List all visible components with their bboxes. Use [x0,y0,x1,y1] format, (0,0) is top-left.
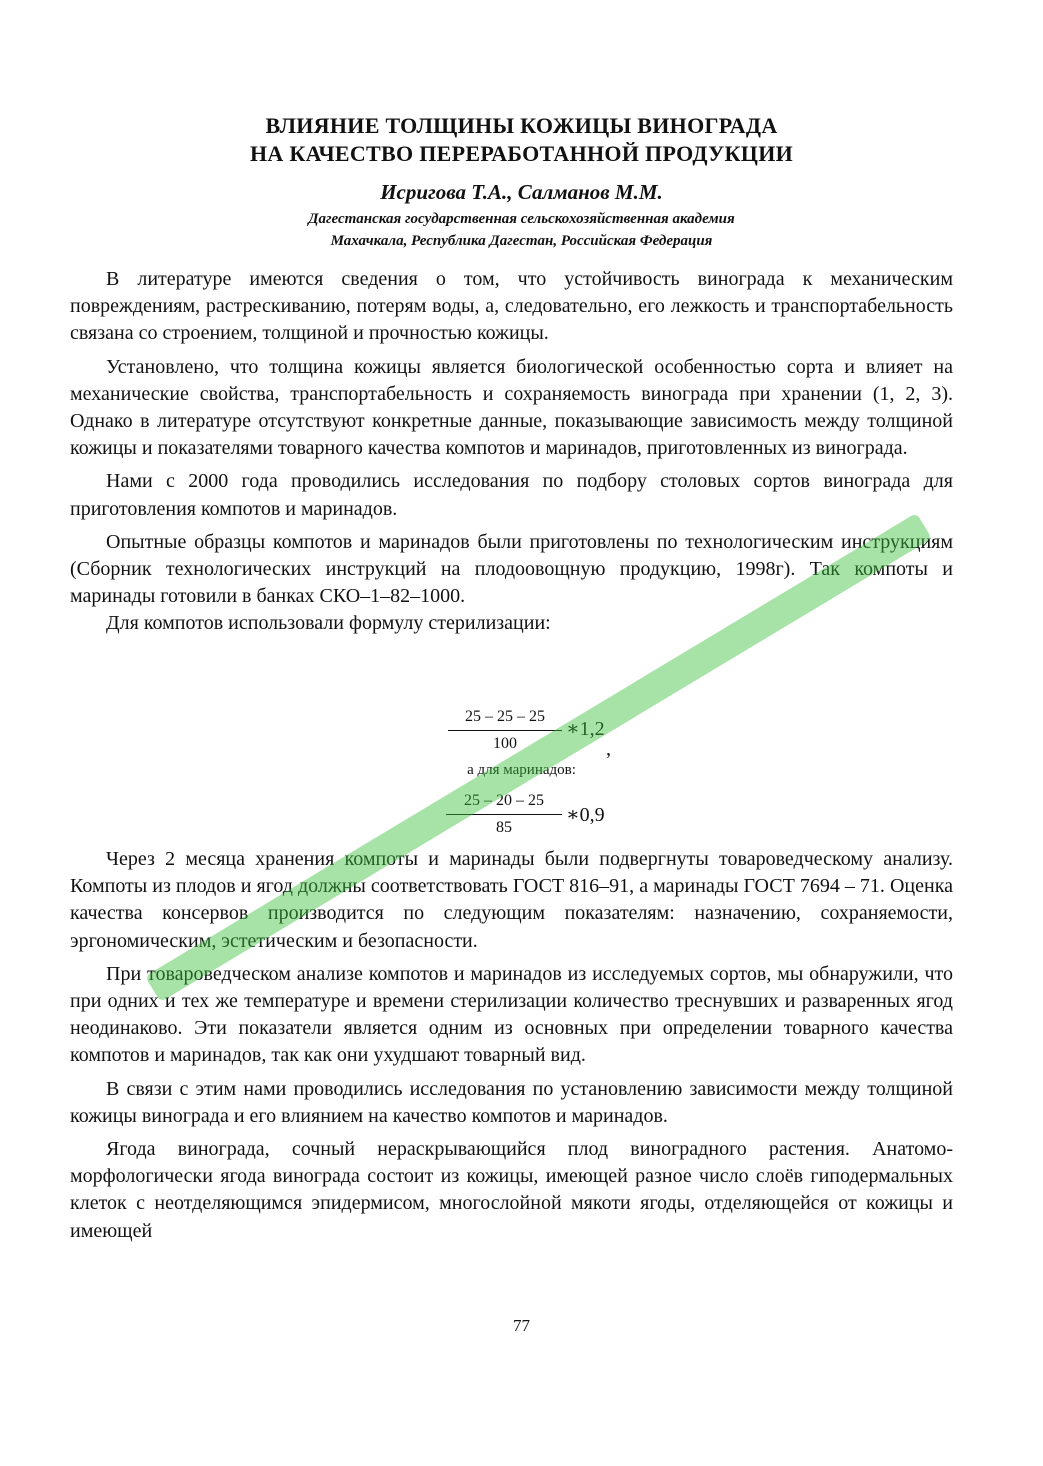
paragraph: Опытные образцы компотов и маринадов были приготовлены по технологическим инструкциям (Сборник технологических инструкций на плодоовощную продукцию, 1998г). Так компоты и маринады готовили в банках СКО–1–82–1000. [70,530,953,608]
formula-note: а для маринадов: [467,762,576,778]
paragraph: При товароведческом анализе компотов и маринадов из исследуемых сортов, мы обнаружили, что при одних и тех же температуре и времени стерилизации количество треснувших и разваренных ягод неодинаково. Эти показатели является одним из основных при определении товарного качества компотов и маринадов, так как они ухудшают товарный вид. [70,962,953,1067]
formula-1-comma: , [606,738,611,760]
paragraph: Ягода винограда, сочный нераскрывающийся плод виноградного растения. Анатомо-морфологически ягода винограда состоит из кожицы, имеющей разное число слоёв гиподермальных клеток с неотделяющимся эпидермисом, многослойной мякоти ягоды, отделяющейся от кожицы и имеющей [70,1138,953,1242]
title-line-1: ВЛИЯНИЕ ТОЛЩИНЫ КОЖИЦЫ ВИНОГРАДА [265,113,778,138]
paragraph: Для компотов использовали формулу стерилизации: [106,612,551,635]
paragraph: В литературе имеются сведения о том, что устойчивость винограда к механическим повреждениям, растрескиванию, потерям воды, а, следовательно, его лежкость и транспортабельность связана со строением, толщиной и прочностью кожицы. [70,268,953,345]
paragraph: В связи с этим нами проводились исследования по установлению зависимости между толщиной кожицы винограда и его влиянием на качество компотов и маринадов. [70,1077,953,1127]
body-text-lower [70,846,953,1245]
authors: Исригова Т.А., Салманов М.М. [380,180,663,204]
formula-2-numerator: 25 – 20 – 25 [446,788,562,815]
title-line-2: НА КАЧЕСТВО ПЕРЕРАБОТАННОЙ ПРОДУКЦИИ [249,141,794,166]
formula-1-fraction [448,704,562,757]
paragraph: Нами с 2000 года проводились исследования по подбору столовых сортов винограда для приготовления компотов и маринадов. [70,470,953,520]
body-text-upper [70,266,953,638]
formula-1-numerator: 25 – 25 – 25 [448,704,562,731]
formula-2-multiplier: ∗0,9 [566,804,605,826]
formula-2-denominator: 85 [496,819,512,836]
formula-2-fraction [446,788,562,841]
affiliation-line-1: Дагестанская государственная сельскохозяйственная академия [308,211,735,227]
paragraph: Через 2 месяца хранения компоты и маринады были подвергнуты товароведческому анализу. Компоты из плодов и ягод должны соответствовать ГОСТ 816–91, а маринады ГОСТ 7694 – 71. Оценка качества консервов производится по следующим показателям: назначению, сохраняемости, эргономическим, эстетическим и безопасности. [70,848,953,952]
formula-1-multiplier: ∗1,2 [566,718,605,740]
formula-1-denominator: 100 [493,735,517,752]
affiliation-line-2: Махачкала, Республика Дагестан, Российская Федерация [330,233,713,249]
page-number: 77 [513,1316,530,1335]
paragraph: Установлено, что толщина кожицы является биологической особенностью сорта и влияет на механические свойства, транспортабельность и сохраняемость винограда при хранении (1, 2, 3). Однако в литературе отсутствуют конкретные данные, показывающие зависимость между толщиной кожицы и показателями товарного качества компотов и маринадов, приготовленных из винограда. [70,355,953,460]
